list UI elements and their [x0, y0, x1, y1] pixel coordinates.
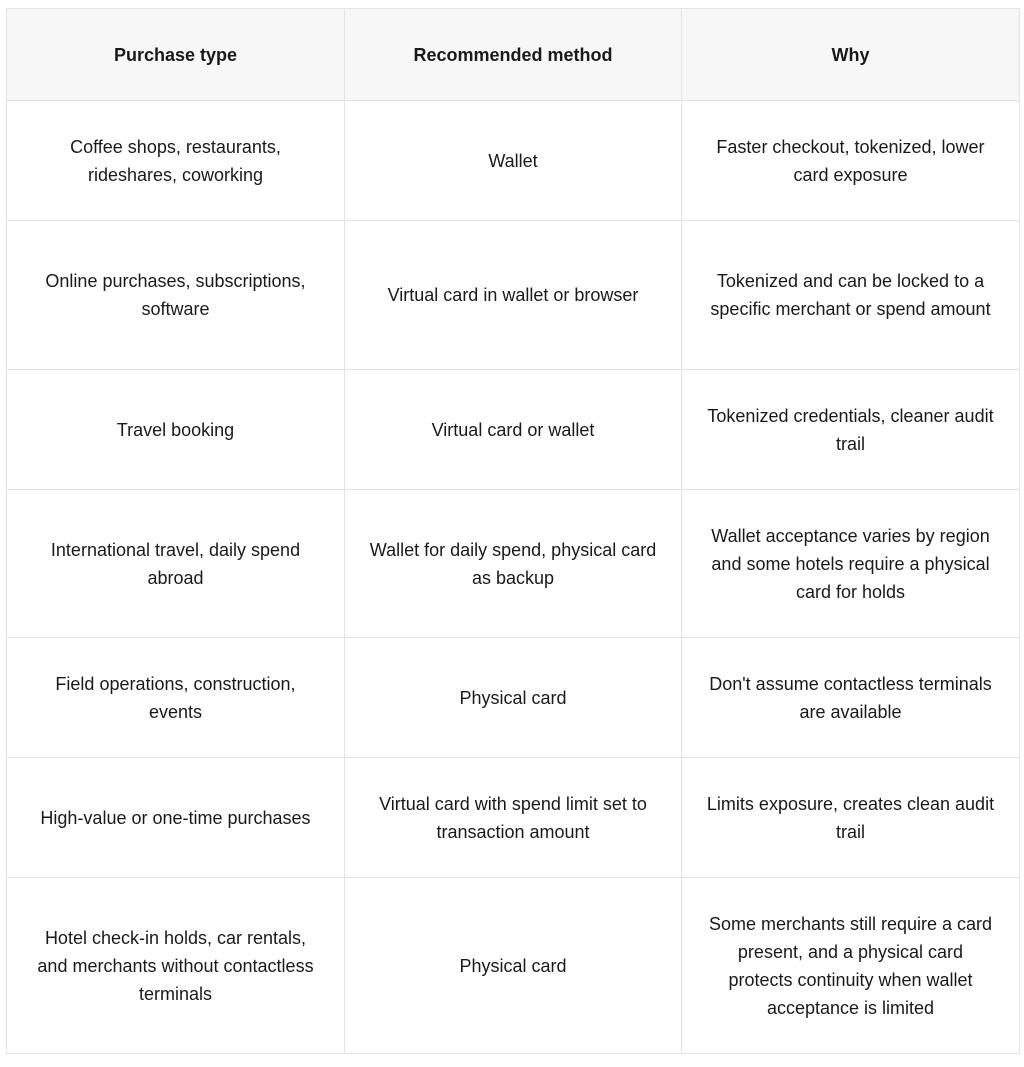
- cell-recommended-method: Physical card: [345, 878, 682, 1054]
- cell-purchase-type: Hotel check-in holds, car rentals, and merchants without contactless terminals: [7, 878, 345, 1054]
- cell-recommended-method: Physical card: [345, 638, 682, 758]
- table-header: [7, 9, 1020, 101]
- payment-method-table-container: [6, 8, 1019, 1054]
- payment-method-table: [6, 8, 1020, 1054]
- cell-recommended-method: Wallet: [345, 101, 682, 221]
- cell-why: Tokenized credentials, cleaner audit trail: [682, 370, 1020, 490]
- table-row: [7, 638, 1020, 758]
- cell-why: Some merchants still require a card present, and a physical card protects continuity when wallet acceptance is limited: [682, 878, 1020, 1054]
- cell-why: Don't assume contactless terminals are available: [682, 638, 1020, 758]
- cell-purchase-type: Travel booking: [7, 370, 345, 490]
- cell-why: Limits exposure, creates clean audit trail: [682, 758, 1020, 878]
- table-body: [7, 101, 1020, 1054]
- cell-purchase-type: Field operations, construction, events: [7, 638, 345, 758]
- header-why: Why: [682, 9, 1020, 101]
- cell-why: Faster checkout, tokenized, lower card exposure: [682, 101, 1020, 221]
- table-row: [7, 490, 1020, 638]
- table-row: [7, 878, 1020, 1054]
- cell-recommended-method: Wallet for daily spend, physical card as backup: [345, 490, 682, 638]
- cell-purchase-type: Coffee shops, restaurants, rideshares, coworking: [7, 101, 345, 221]
- header-purchase-type: Purchase type: [7, 9, 345, 101]
- cell-recommended-method: Virtual card with spend limit set to transaction amount: [345, 758, 682, 878]
- table-row: [7, 101, 1020, 221]
- table-row: [7, 221, 1020, 370]
- table-row: [7, 370, 1020, 490]
- cell-why: Tokenized and can be locked to a specific merchant or spend amount: [682, 221, 1020, 370]
- cell-purchase-type: International travel, daily spend abroad: [7, 490, 345, 638]
- cell-why: Wallet acceptance varies by region and some hotels require a physical card for holds: [682, 490, 1020, 638]
- cell-recommended-method: Virtual card in wallet or browser: [345, 221, 682, 370]
- cell-recommended-method: Virtual card or wallet: [345, 370, 682, 490]
- header-recommended-method: Recommended method: [345, 9, 682, 101]
- cell-purchase-type: Online purchases, subscriptions, software: [7, 221, 345, 370]
- cell-purchase-type: High-value or one-time purchases: [7, 758, 345, 878]
- header-row: [7, 9, 1020, 101]
- table-row: [7, 758, 1020, 878]
